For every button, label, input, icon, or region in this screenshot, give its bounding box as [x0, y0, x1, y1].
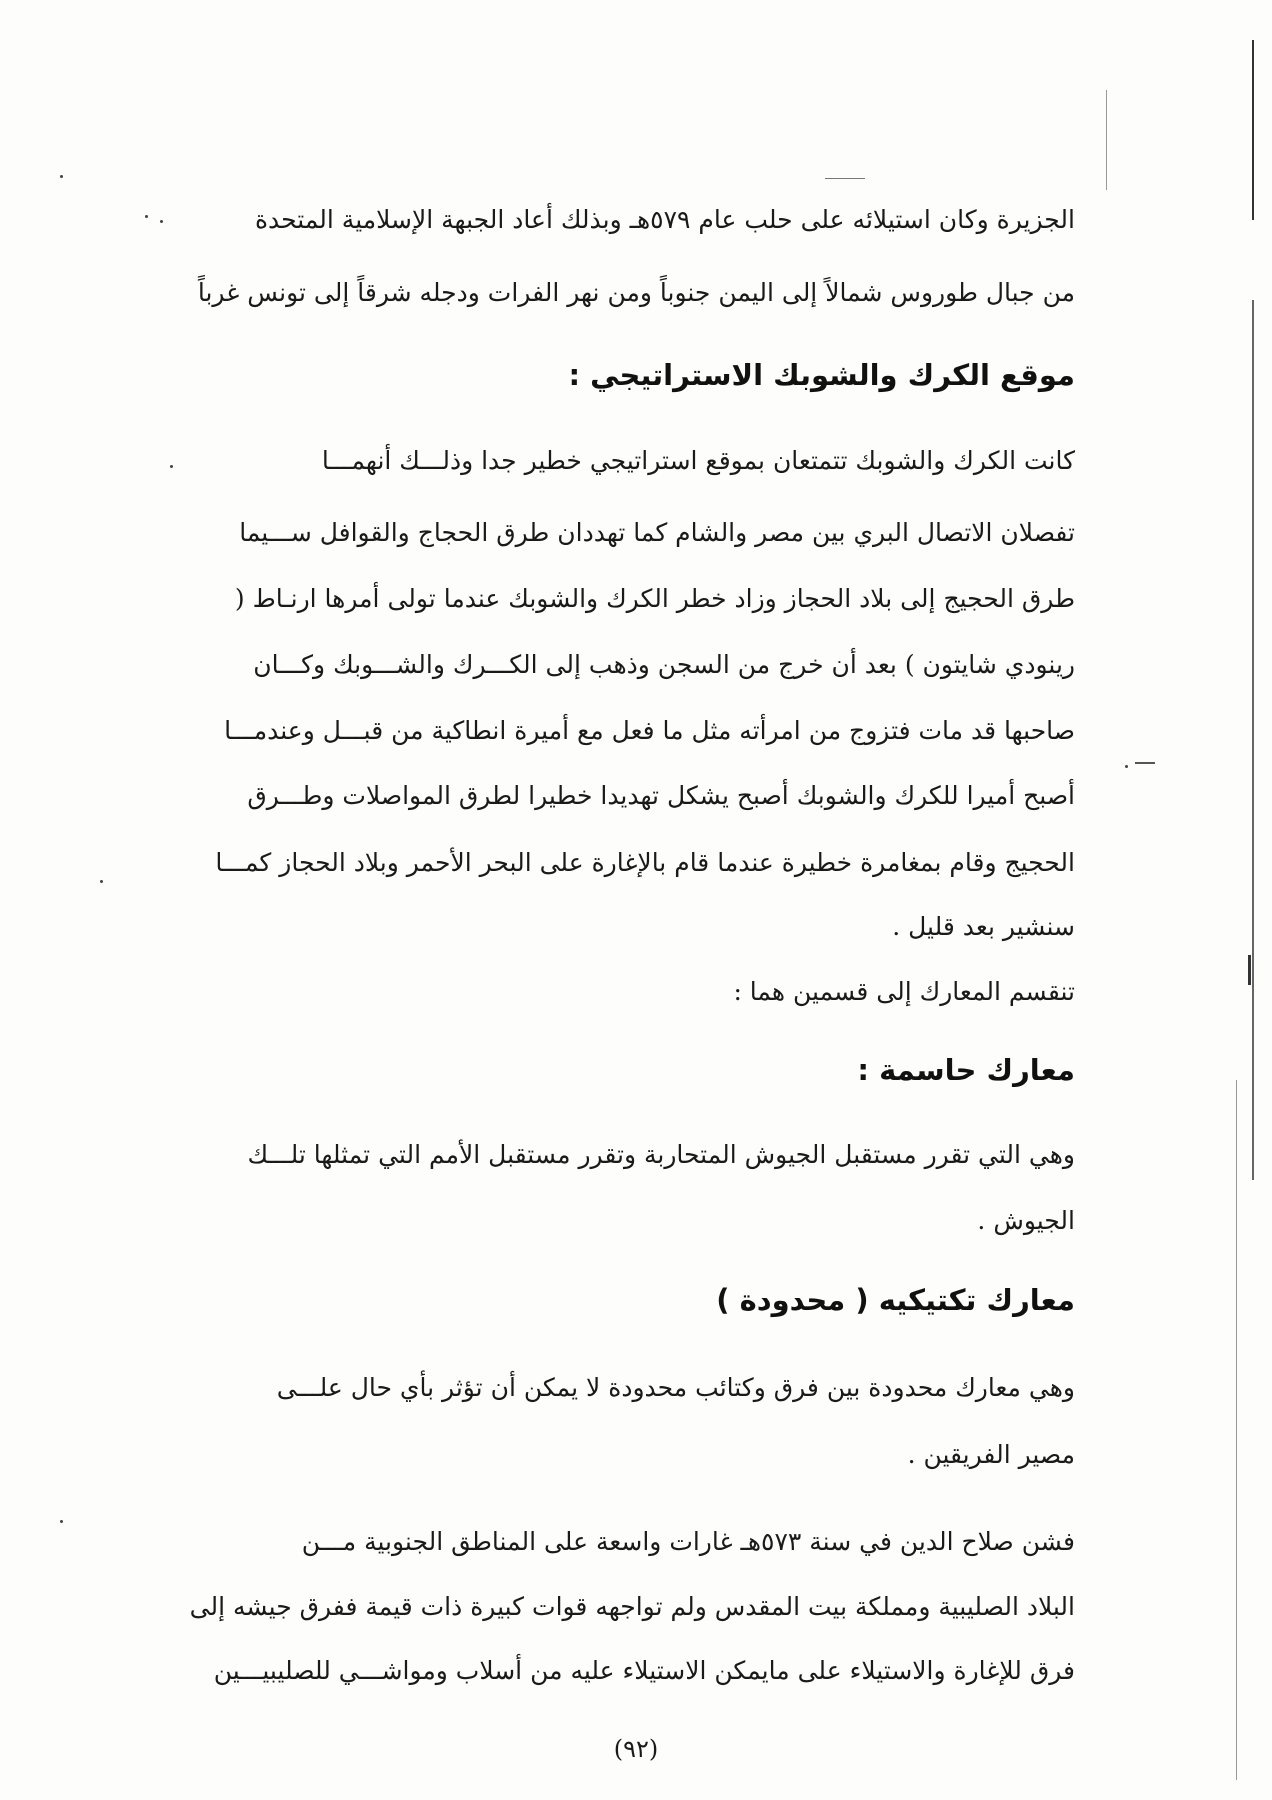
- text-line: الجزيرة وكان استيلائه على حلب عام ٥٧٩هـ وبذلك أعاد الجبهة الإسلامية المتحدة: [254, 205, 1075, 234]
- page-number: (٩٢): [613, 1735, 659, 1763]
- scan-edge-line: [1252, 300, 1254, 1180]
- scan-speck: [60, 175, 63, 178]
- scan-speck: [170, 465, 173, 468]
- page-body: [185, 0, 1075, 1800]
- scan-dash: [825, 178, 865, 179]
- scan-speck: [160, 220, 163, 223]
- paragraph-line: سنشير بعد قليل .: [892, 912, 1075, 941]
- scan-edge-line: [1106, 90, 1107, 190]
- section-heading-decisive-battles: معارك حاسمة :: [857, 1053, 1075, 1087]
- paragraph-line: رينودي شايتون ) بعد أن خرج من السجن وذهب إلى الكـــرك والشـــوبك وكـــان: [253, 650, 1075, 679]
- scan-speck: [60, 1520, 63, 1523]
- text-line: من جبال طوروس شمالاً إلى اليمن جنوباً ومن نهر الفرات ودجله شرقاً إلى تونس غرباً: [197, 278, 1075, 307]
- scan-edge-line: [1252, 40, 1254, 220]
- paragraph-line: وهي معارك محدودة بين فرق وكتائب محدودة لا يمكن أن تؤثر بأي حال علـــى: [276, 1373, 1075, 1402]
- section-heading-tactical-battles: معارك تكتيكيه ( محدودة ): [716, 1283, 1075, 1317]
- intro-line: تنقسم المعارك إلى قسمين هما :: [733, 977, 1075, 1006]
- paragraph-line: صاحبها قد مات فتزوج من امرأته مثل ما فعل مع أميرة انطاكية من قبـــل وعندمـــا: [224, 716, 1075, 745]
- scan-speck: [145, 215, 148, 218]
- scan-edge-line: [1236, 1080, 1237, 1780]
- paragraph-line: تفصلان الاتصال البري بين مصر والشام كما تهددان طرق الحجاج والقوافل ســـيما: [239, 518, 1075, 547]
- paragraph-line: فشن صلاح الدين في سنة ٥٧٣هـ غارات واسعة على المناطق الجنوبية مـــن: [301, 1527, 1075, 1556]
- paragraph-line: مصير الفريقين .: [907, 1440, 1075, 1469]
- paragraph-line: فرق للإغارة والاستيلاء على مايمكن الاستيلاء عليه من أسلاب ومواشـــي للصليبيـــين: [213, 1656, 1075, 1685]
- scan-dash: [1135, 762, 1155, 764]
- paragraph-line: وهي التي تقرر مستقبل الجيوش المتحاربة وتقرر مستقبل الأمم التي تمثلها تلـــك: [247, 1140, 1075, 1169]
- paragraph-line: الحجيج وقام بمغامرة خطيرة عندما قام بالإغارة على البحر الأحمر وبلاد الحجاز كمـــا: [215, 848, 1075, 877]
- paragraph-line: أصبح أميرا للكرك والشوبك أصبح يشكل تهديدا خطيرا لطرق المواصلات وطـــرق: [247, 781, 1075, 810]
- paragraph-line: طرق الحجيج إلى بلاد الحجاز وزاد خطر الكرك والشوبك عندما تولى أمرها ارنـاط (: [234, 584, 1075, 613]
- paragraph-line: البلاد الصليبية ومملكة بيت المقدس ولم تواجهه قوات كبيرة ذات قيمة ففرق جيشه إلى: [189, 1592, 1075, 1621]
- scan-speck: [1125, 765, 1128, 768]
- paragraph-line: كانت الكرك والشوبك تتمتعان بموقع استراتيجي خطير جدا وذلـــك أنهمـــا: [321, 446, 1075, 475]
- section-heading-strategic-location: موقع الكرك والشوبك الاستراتيجي :: [568, 358, 1075, 392]
- paragraph-line: الجيوش .: [977, 1206, 1075, 1235]
- scan-speck: [100, 880, 103, 883]
- scan-edge-line: [1248, 955, 1251, 985]
